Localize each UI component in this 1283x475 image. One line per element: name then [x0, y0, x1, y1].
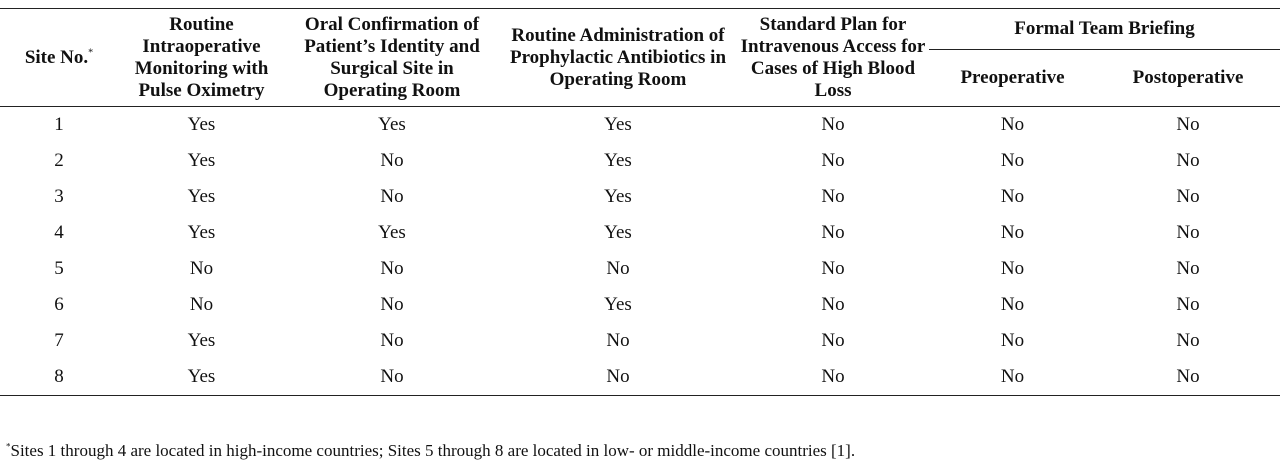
intravenous-access-cell: No	[821, 330, 845, 351]
formal-team-briefing-header: Formal Team Briefing	[929, 9, 1280, 50]
prophylactic-antibiotics-cell: No	[606, 330, 630, 351]
prophylactic-antibiotics-header: Routine Administration of Prophylactic Antibiotics in Operating Room	[499, 9, 737, 107]
preoperative-briefing-cell: No	[1000, 186, 1025, 207]
postoperative-briefing-cell: No	[1176, 114, 1200, 135]
preoperative-briefing-cell: No	[1000, 330, 1025, 351]
identity-confirmation-cell: Yes	[378, 114, 406, 135]
pulse-oximetry-cell: Yes	[187, 150, 216, 171]
preoperative-briefing-cell: No	[1000, 222, 1025, 243]
pulse-oximetry-cell: Yes	[187, 186, 216, 207]
identity-confirmation-cell: No	[380, 330, 404, 351]
prophylactic-antibiotics-cell: Yes	[604, 222, 632, 243]
pulse-oximetry-cell: Yes	[187, 222, 216, 243]
table-row	[0, 107, 1280, 144]
postoperative-briefing-cell: No	[1176, 330, 1200, 351]
intravenous-access-cell: No	[821, 258, 845, 279]
preoperative-briefing-cell: No	[1000, 258, 1025, 279]
preoperative-briefing-cell: No	[1000, 114, 1025, 135]
pulse-oximetry-cell: Yes	[187, 330, 216, 351]
site-number-cell: 6	[54, 294, 64, 315]
site-number-cell: 7	[54, 330, 64, 351]
intravenous-access-cell: No	[737, 359, 929, 396]
postoperative-briefing-cell: No	[1176, 150, 1200, 171]
site-number-cell: 1	[54, 114, 64, 135]
intravenous-access-header: Standard Plan for Intravenous Access for Cases of High Blood Loss	[737, 9, 929, 107]
intravenous-access-cell: No	[821, 150, 845, 171]
table-body	[0, 107, 1280, 396]
table-row	[0, 287, 1280, 323]
preoperative-briefing-cell: No	[929, 359, 1096, 396]
table-footnote	[6, 441, 855, 461]
intravenous-access-cell: No	[821, 114, 845, 135]
prophylactic-antibiotics-cell: Yes	[604, 186, 632, 207]
table-row	[0, 359, 1280, 396]
intravenous-access-cell: No	[821, 294, 845, 315]
identity-confirmation-cell: Yes	[378, 222, 406, 243]
pulse-oximetry-cell: No	[189, 294, 214, 315]
identity-confirmation-cell: No	[380, 150, 404, 171]
postoperative-header: Postoperative	[1096, 50, 1280, 107]
prophylactic-antibiotics-cell: Yes	[604, 150, 632, 171]
postoperative-briefing-cell: No	[1176, 294, 1200, 315]
preoperative-briefing-cell: No	[1000, 294, 1025, 315]
table-row	[0, 143, 1280, 179]
site-number-cell: 8	[0, 359, 118, 396]
identity-confirmation-cell: No	[380, 186, 404, 207]
postoperative-briefing-cell: No	[1096, 359, 1280, 396]
table-header	[0, 9, 1280, 107]
identity-confirmation-header: Oral Confirmation of Patient’s Identity and Surgical Site in Operating Room	[285, 9, 499, 107]
postoperative-briefing-cell: No	[1176, 222, 1200, 243]
identity-confirmation-cell: No	[380, 294, 404, 315]
identity-confirmation-cell: No	[380, 258, 404, 279]
table-row	[0, 323, 1280, 359]
postoperative-briefing-cell: No	[1176, 258, 1200, 279]
site-number-footnote-mark: *	[88, 47, 94, 59]
site-number-header	[0, 9, 118, 107]
footnote-text: Sites 1 through 4 are located in high-income countries; Sites 5 through 8 are located in low- or middle-income countries [1].	[10, 441, 856, 460]
preoperative-header: Preoperative	[929, 50, 1096, 107]
site-number-cell: 4	[54, 222, 64, 243]
site-number-cell: 5	[54, 258, 64, 279]
site-number-cell: 2	[54, 150, 64, 171]
table-row	[0, 179, 1280, 215]
site-number-cell: 3	[54, 186, 64, 207]
prophylactic-antibiotics-cell: No	[606, 258, 630, 279]
preoperative-briefing-cell: No	[1000, 150, 1025, 171]
pulse-oximetry-cell: No	[189, 258, 214, 279]
prophylactic-antibiotics-cell: Yes	[604, 114, 632, 135]
intravenous-access-cell: No	[821, 222, 845, 243]
footnote-mark: *	[6, 441, 11, 452]
postoperative-briefing-cell: No	[1176, 186, 1200, 207]
prophylactic-antibiotics-cell: No	[499, 359, 737, 396]
pulse-oximetry-header: Routine Intraoperative Monitoring with Pulse Oximetry	[118, 9, 285, 107]
table-row	[0, 251, 1280, 287]
data-table-container	[0, 8, 1280, 396]
site-number-header-label: Site No.	[24, 46, 89, 68]
identity-confirmation-cell: No	[285, 359, 499, 396]
pulse-oximetry-cell: Yes	[187, 114, 216, 135]
prophylactic-antibiotics-cell: Yes	[604, 294, 632, 315]
site-practices-table	[0, 8, 1280, 396]
pulse-oximetry-cell: Yes	[118, 359, 285, 396]
intravenous-access-cell: No	[821, 186, 845, 207]
table-row	[0, 215, 1280, 251]
